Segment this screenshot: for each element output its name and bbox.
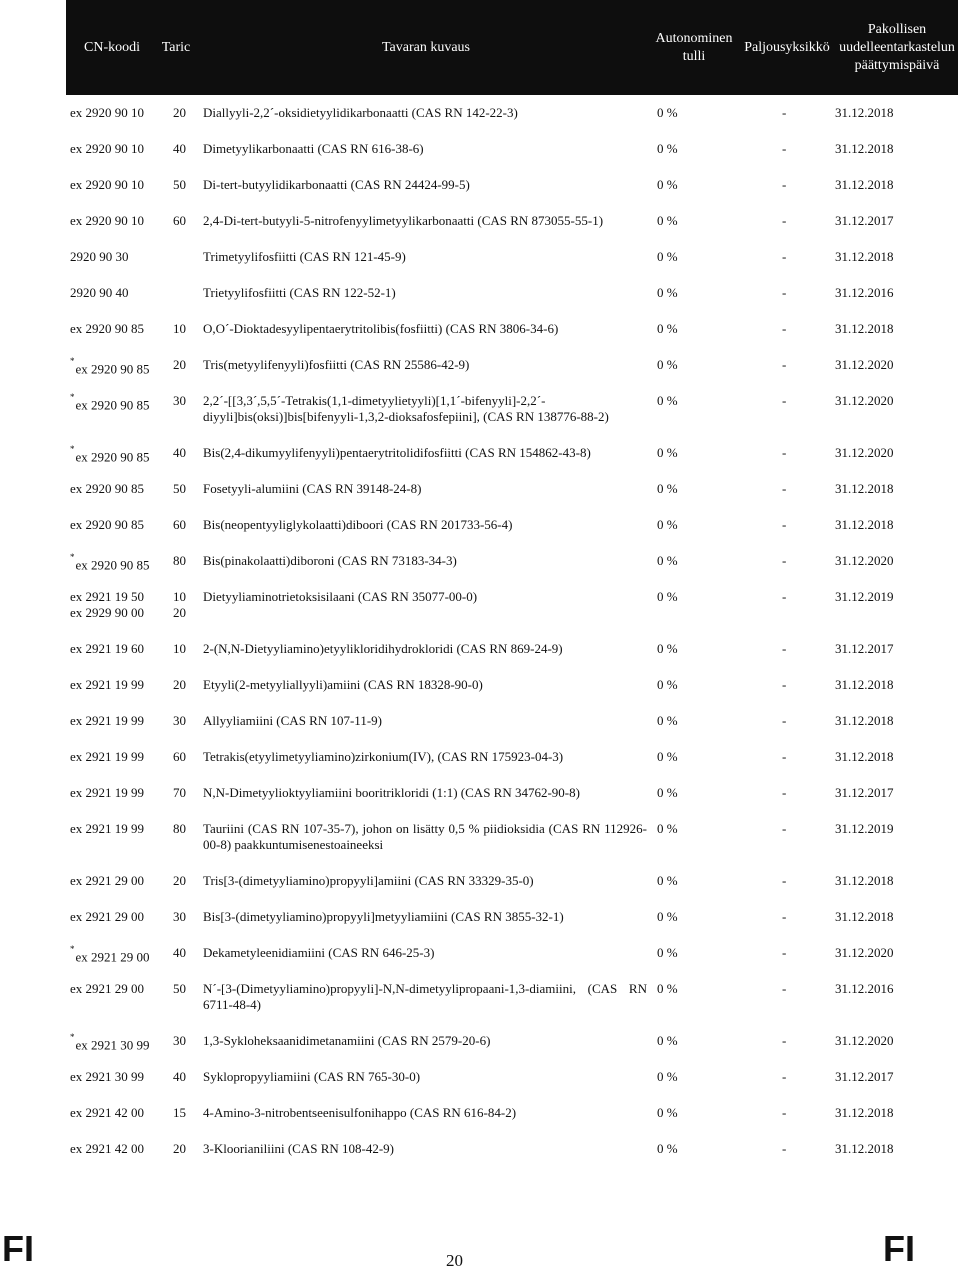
description-cell: 3-Kloorianiliini (CAS RN 108-42-9): [203, 1141, 395, 1156]
description-cell: Di-tert-butyylidikarbonaatti (CAS RN 24424-99-5): [203, 177, 470, 192]
cn-code-cell: [70, 873, 170, 889]
supplementary-unit-cell: -: [782, 105, 787, 120]
supplementary-unit-cell: -: [782, 945, 787, 960]
new-entry-asterisk: *: [70, 392, 75, 402]
description-cell: Etyyli(2-metyyliallyyli)amiini (CAS RN 18328-90-0): [203, 677, 483, 692]
duty-rate-cell: 0 %: [657, 141, 678, 156]
duty-rate-cell: 0 %: [657, 285, 678, 300]
description-cell: Tris(metyylifenyyli)fosfiitti (CAS RN 25586-42-9): [203, 357, 470, 372]
cn-code-cell: [70, 357, 170, 377]
cn-code-text: ex 2921 29 00: [70, 873, 145, 888]
supplementary-unit-cell: -: [782, 713, 787, 728]
cn-code-text: ex 2921 19 60: [70, 641, 145, 656]
description-cell: Diallyyli-2,2´-oksidietyylidikarbonaatti (CAS RN 142-22-3): [203, 105, 518, 120]
cn-code-text: ex 2921 29 00: [70, 909, 145, 924]
review-date-cell: 31.12.2018: [835, 321, 894, 336]
supplementary-unit-cell: -: [782, 1105, 787, 1120]
review-date-cell: 31.12.2020: [835, 945, 894, 960]
cn-code-text: ex 2921 29 00: [70, 981, 145, 996]
cn-code-cell: [70, 945, 170, 965]
taric-cell: 30: [173, 393, 186, 408]
duty-rate-cell: 0 %: [657, 873, 678, 888]
cn-code-cell: [70, 713, 170, 729]
taric-cell: 80: [173, 821, 186, 836]
taric-cell: 30: [173, 1033, 186, 1048]
review-date-cell: 31.12.2016: [835, 285, 894, 300]
cn-code-cell: [70, 285, 170, 301]
review-date-cell: 31.12.2020: [835, 1033, 894, 1048]
duty-rate-cell: 0 %: [657, 1141, 678, 1156]
cn-code-text: ex 2921 19 99: [70, 677, 145, 692]
cn-code-text: ex 2920 90 10: [70, 105, 145, 120]
taric-cell: 20: [173, 105, 186, 120]
supplementary-unit-cell: -: [782, 909, 787, 924]
supplementary-unit-cell: -: [782, 873, 787, 888]
review-date-cell: 31.12.2020: [835, 357, 894, 372]
taric-cell: 40: [173, 445, 186, 460]
review-date-cell: 31.12.2018: [835, 105, 894, 120]
taric-cell: 10: [173, 321, 186, 336]
supplementary-unit-cell: -: [782, 1141, 787, 1156]
cn-code-cell: [70, 749, 170, 765]
supplementary-unit-cell: -: [782, 445, 787, 460]
description-cell: Allyyliamiini (CAS RN 107-11-9): [203, 713, 382, 728]
duty-rate-cell: 0 %: [657, 481, 678, 496]
supplementary-unit-cell: -: [782, 821, 787, 836]
supplementary-unit-cell: -: [782, 141, 787, 156]
review-date-cell: 31.12.2017: [835, 1069, 894, 1084]
description-cell: 2,4-Di-tert-butyyli-5-nitrofenyylimetyylikarbonaatti (CAS RN 873055-55-1): [203, 213, 604, 228]
taric-cell: 50: [173, 177, 186, 192]
taric-cell: 40: [173, 1069, 186, 1084]
cn-code-cell: [70, 141, 170, 157]
cn-code-text: ex 2920 90 85: [70, 517, 145, 532]
description-cell: Dimetyylikarbonaatti (CAS RN 616-38-6): [203, 141, 424, 156]
taric-cell: 10: [173, 641, 186, 656]
duty-rate-cell: 0 %: [657, 517, 678, 532]
duty-rate-cell: 0 %: [657, 981, 678, 996]
duty-rate-cell: 0 %: [657, 749, 678, 764]
cn-code-cell: [70, 1105, 170, 1121]
cn-code-cell: [70, 1069, 170, 1085]
duty-rate-cell: 0 %: [657, 821, 678, 836]
supplementary-unit-cell: -: [782, 517, 787, 532]
duty-rate-cell: 0 %: [657, 393, 678, 408]
cn-code-text: ex 2921 19 99: [70, 785, 145, 800]
description-cell: Dietyyliaminotrietoksisilaani (CAS RN 35077-00-0): [203, 589, 478, 604]
cn-code-text: ex 2920 90 85: [75, 449, 150, 465]
cn-code-cell: [70, 981, 170, 997]
cn-code-cell: [70, 105, 170, 121]
duty-rate-cell: 0 %: [657, 553, 678, 568]
cn-code-text: ex 2921 19 99: [70, 749, 145, 764]
duty-rate-cell: 0 %: [657, 1105, 678, 1120]
new-entry-asterisk: *: [70, 444, 75, 454]
taric-cell: 80: [173, 553, 186, 568]
header-review-date: Pakollisen uudelleentarkastelun päättymispäivä: [839, 21, 955, 73]
cn-code-text: ex 2920 90 10: [70, 141, 145, 156]
new-entry-asterisk: *: [70, 1032, 75, 1042]
review-date-cell: 31.12.2017: [835, 785, 894, 800]
cn-code-cell: [70, 677, 170, 693]
cn-code-text: 2920 90 30: [70, 249, 129, 264]
description-cell: 2,2´-[[3,3´,5,5´-Tetrakis(1,1-dimetyylietyyli)[1,1´-bifenyyli]-2,2´-diyyli]bis(oksi)]bis[bifenyyli-1,3,2-dioksafosfepiini], (CAS RN 138776-88-2): [203, 393, 609, 424]
header-autonomous-duty: Autonominen tulli: [655, 30, 733, 64]
review-date-cell: 31.12.2018: [835, 713, 894, 728]
description-cell: Fosetyyli-alumiini (CAS RN 39148-24-8): [203, 481, 422, 496]
cn-code-cell: [70, 249, 170, 265]
header-cn-code: CN-koodi: [84, 39, 140, 55]
supplementary-unit-cell: -: [782, 553, 787, 568]
review-date-cell: 31.12.2018: [835, 481, 894, 496]
review-date-cell: 31.12.2019: [835, 589, 894, 604]
cn-code-cell: [70, 909, 170, 925]
supplementary-unit-cell: -: [782, 393, 787, 408]
review-date-cell: 31.12.2018: [835, 873, 894, 888]
review-date-cell: 31.12.2020: [835, 393, 894, 408]
duty-rate-cell: 0 %: [657, 1033, 678, 1048]
taric-cell: 30: [173, 713, 186, 728]
supplementary-unit-cell: -: [782, 249, 787, 264]
description-cell: Bis(neopentyyliglykolaatti)diboori (CAS RN 201733-56-4): [203, 517, 513, 532]
supplementary-unit-cell: -: [782, 1033, 787, 1048]
duty-rate-cell: 0 %: [657, 177, 678, 192]
cn-code-text: ex 2921 19 99: [70, 821, 145, 836]
duty-rate-cell: 0 %: [657, 589, 678, 604]
cn-code-text: 2920 90 40: [70, 285, 129, 300]
new-entry-asterisk: *: [70, 944, 75, 954]
cn-code-cell: [70, 821, 170, 837]
supplementary-unit-cell: -: [782, 981, 787, 996]
review-date-cell: 31.12.2019: [835, 821, 894, 836]
taric-cell: 40: [173, 141, 186, 156]
cn-code-text: ex 2920 90 85: [75, 557, 150, 573]
taric-cell: 20: [173, 873, 186, 888]
duty-rate-cell: 0 %: [657, 1069, 678, 1084]
duty-rate-cell: 0 %: [657, 909, 678, 924]
cn-code-cell: [70, 589, 170, 621]
review-date-cell: 31.12.2018: [835, 517, 894, 532]
cn-code-cell: [70, 1033, 170, 1053]
description-cell: Tris[3-(dimetyyliamino)propyyli]amiini (CAS RN 33329-35-0): [203, 873, 534, 888]
taric-cell: 50: [173, 481, 186, 496]
cn-code-text: ex 2920 90 10: [70, 177, 145, 192]
supplementary-unit-cell: -: [782, 481, 787, 496]
review-date-cell: 31.12.2020: [835, 445, 894, 460]
cn-code-text: ex 2920 90 85: [75, 397, 150, 413]
cn-code-cell: [70, 481, 170, 497]
supplementary-unit-cell: -: [782, 177, 787, 192]
new-entry-asterisk: *: [70, 552, 75, 562]
duty-rate-cell: 0 %: [657, 445, 678, 460]
cn-code-text: ex 2921 42 00: [70, 1105, 145, 1120]
footer-language-left: FI: [2, 1228, 34, 1269]
description-cell: Bis(pinakolaatti)diboroni (CAS RN 73183-34-3): [203, 553, 457, 568]
cn-code-cell: [70, 213, 170, 229]
duty-rate-cell: 0 %: [657, 785, 678, 800]
header-taric: Taric: [161, 39, 191, 55]
description-cell: Bis[3-(dimetyyliamino)propyyli]metyyliamiini (CAS RN 3855-32-1): [203, 909, 564, 924]
cn-code-text: ex 2920 90 85: [75, 361, 150, 377]
taric-cell: 40: [173, 945, 186, 960]
cn-code-text: ex 2921 30 99: [75, 1037, 150, 1053]
duty-rate-cell: 0 %: [657, 105, 678, 120]
review-date-cell: 31.12.2018: [835, 177, 894, 192]
description-cell: Dekametyleenidiamiini (CAS RN 646-25-3): [203, 945, 435, 960]
cn-code-cell: [70, 321, 170, 337]
description-cell: 4-Amino-3-nitrobentseenisulfonihappo (CAS RN 616-84-2): [203, 1105, 517, 1120]
review-date-cell: 31.12.2016: [835, 981, 894, 996]
supplementary-unit-cell: -: [782, 641, 787, 656]
taric-cell: 20: [173, 357, 186, 372]
header-description: Tavaran kuvaus: [381, 39, 471, 55]
cn-code-text: ex 2921 42 00: [70, 1141, 145, 1156]
description-cell: Trietyylifosfiitti (CAS RN 122-52-1): [203, 285, 396, 300]
taric-cell: 50: [173, 981, 186, 996]
cn-code-cell: [70, 517, 170, 533]
cn-code-text: ex 2921 30 99: [70, 1069, 145, 1084]
cn-code-cell: [70, 1141, 170, 1157]
description-cell: N,N-Dimetyylioktyyliamiini booritrikloridi (1:1) (CAS RN 34762-90-8): [203, 785, 580, 800]
supplementary-unit-cell: -: [782, 213, 787, 228]
duty-rate-cell: 0 %: [657, 249, 678, 264]
taric-cell: 60: [173, 749, 186, 764]
duty-rate-cell: 0 %: [657, 357, 678, 372]
taric-cell: 30: [173, 909, 186, 924]
review-date-cell: 31.12.2018: [835, 249, 894, 264]
description-cell: Tauriini (CAS RN 107-35-7), johon on lisätty 0,5 % piidioksidia (CAS RN 112926-00-8) paakkuntumisenestoaineeksi: [203, 821, 647, 852]
description-cell: Bis(2,4-dikumyylifenyyli)pentaerytritolidifosfiitti (CAS RN 154862-43-8): [203, 445, 591, 460]
cn-code-cell: [70, 641, 170, 657]
cn-code-cell: [70, 393, 170, 413]
supplementary-unit-cell: -: [782, 785, 787, 800]
new-entry-asterisk: *: [70, 356, 75, 366]
supplementary-unit-cell: -: [782, 677, 787, 692]
review-date-cell: 31.12.2018: [835, 1141, 894, 1156]
description-cell: O,O´-Dioktadesyylipentaerytritolibis(fosfiitti) (CAS RN 3806-34-6): [203, 321, 559, 336]
cn-code-text: ex 2920 90 85: [70, 481, 145, 496]
cn-code-cell: [70, 177, 170, 193]
taric-cell: 60: [173, 213, 186, 228]
description-cell: Tetrakis(etyylimetyyliamino)zirkonium(IV), (CAS RN 175923-04-3): [203, 749, 564, 764]
review-date-cell: 31.12.2018: [835, 909, 894, 924]
table-header: [66, 0, 958, 95]
page-number: 20: [446, 1251, 463, 1270]
supplementary-unit-cell: -: [782, 357, 787, 372]
taric-cell: 70: [173, 785, 186, 800]
taric-cell: 15: [173, 1105, 186, 1120]
cn-code-cell: [70, 785, 170, 801]
duty-rate-cell: 0 %: [657, 713, 678, 728]
review-date-cell: 31.12.2018: [835, 141, 894, 156]
supplementary-unit-cell: -: [782, 1069, 787, 1084]
review-date-cell: 31.12.2017: [835, 641, 894, 656]
description-cell: 1,3-Sykloheksaanidimetanamiini (CAS RN 2579-20-6): [203, 1033, 491, 1048]
supplementary-unit-cell: -: [782, 589, 787, 604]
cn-code-text: ex 2921 29 00: [75, 949, 150, 965]
duty-rate-cell: 0 %: [657, 213, 678, 228]
description-cell: 2-(N,N-Dietyyliamino)etyylikloridihydrokloridi (CAS RN 869-24-9): [203, 641, 563, 656]
duty-rate-cell: 0 %: [657, 945, 678, 960]
description-cell: Syklopropyyliamiini (CAS RN 765-30-0): [203, 1069, 421, 1084]
cn-code-cell: [70, 445, 170, 465]
review-date-cell: 31.12.2018: [835, 677, 894, 692]
cn-code-text: ex 2921 19 50 ex 2929 90 00: [70, 589, 145, 620]
review-date-cell: 31.12.2017: [835, 213, 894, 228]
duty-rate-cell: 0 %: [657, 677, 678, 692]
duty-rate-cell: 0 %: [657, 321, 678, 336]
description-cell: N´-[3-(Dimetyyliamino)propyyli]-N,N-dimetyylipropaani-1,3-diamiini, (CAS RN 6711-48-4): [203, 981, 647, 1012]
description-cell: Trimetyylifosfiitti (CAS RN 121-45-9): [203, 249, 406, 264]
cn-code-text: ex 2920 90 85: [70, 321, 145, 336]
review-date-cell: 31.12.2020: [835, 553, 894, 568]
taric-cell: 20: [173, 1141, 186, 1156]
taric-cell: 60: [173, 517, 186, 532]
supplementary-unit-cell: -: [782, 749, 787, 764]
duty-rate-cell: 0 %: [657, 641, 678, 656]
review-date-cell: 31.12.2018: [835, 749, 894, 764]
supplementary-unit-cell: -: [782, 321, 787, 336]
taric-cell: 10 20: [173, 589, 186, 620]
cn-code-text: ex 2921 19 99: [70, 713, 145, 728]
supplementary-unit-cell: -: [782, 285, 787, 300]
review-date-cell: 31.12.2018: [835, 1105, 894, 1120]
footer-language-right: FI: [883, 1228, 915, 1269]
header-supplementary-unit: Paljousyksikkö: [744, 39, 830, 55]
cn-code-cell: [70, 553, 170, 573]
taric-cell: 20: [173, 677, 186, 692]
cn-code-text: ex 2920 90 10: [70, 213, 145, 228]
